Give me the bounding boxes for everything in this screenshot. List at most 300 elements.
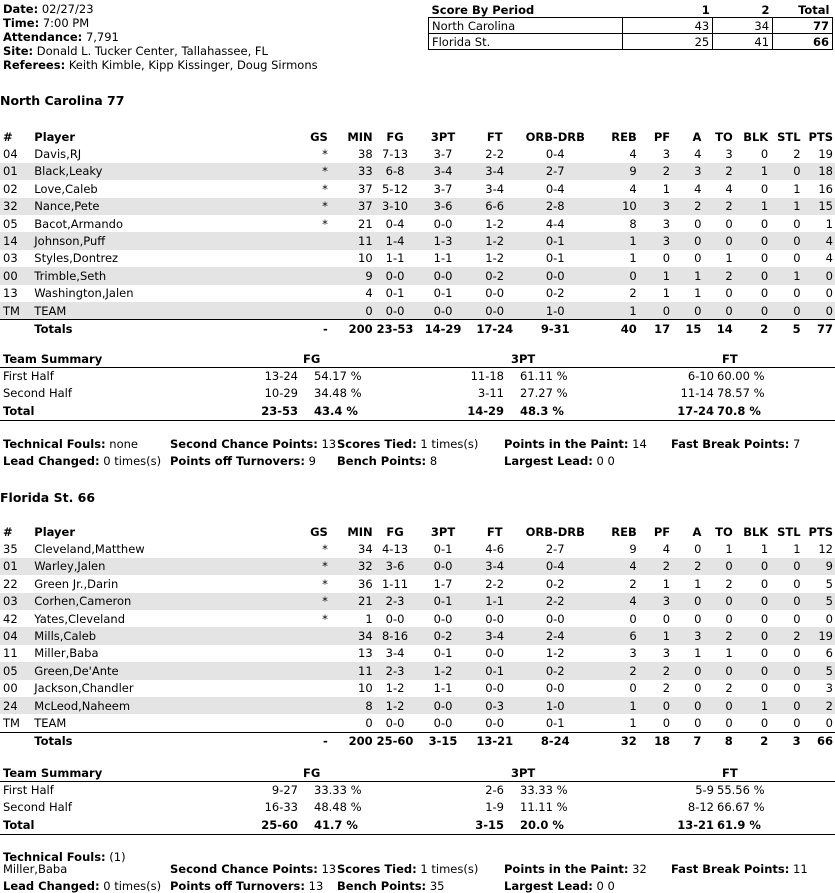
- player-cell: 1-2: [415, 662, 470, 679]
- player-cell: 0-0: [433, 715, 453, 730]
- second-chance-points: Second Chance Points: 13: [170, 862, 337, 876]
- column-header: MIN: [347, 129, 373, 144]
- column-header: REB: [611, 524, 637, 539]
- player-cell: 0: [760, 251, 769, 266]
- player-cell: 3-10: [375, 198, 416, 215]
- player-cell: 0: [694, 611, 702, 626]
- player-cell: 0: [662, 715, 671, 730]
- player-cell: Mills,Caleb: [30, 627, 288, 644]
- summary-percent: 55.56 %: [717, 783, 765, 797]
- technical-fouls: Technical Fouls: none: [3, 437, 138, 451]
- player-cell: 1-2: [385, 681, 405, 696]
- player-cell: 0-0: [485, 681, 505, 696]
- team-summary-row: [0, 800, 835, 817]
- player-cell: 0: [793, 715, 801, 730]
- totals-cell: 66: [803, 732, 835, 750]
- points-in-paint: Points in the Paint: 14: [504, 437, 647, 451]
- player-cell: 2: [703, 627, 734, 644]
- player-cell: 2: [725, 576, 733, 591]
- technical-fouls-player: Miller,Baba: [3, 862, 68, 876]
- player-cell: 1: [365, 611, 373, 626]
- player-cell: 00: [3, 681, 18, 696]
- player-cell: 0: [793, 286, 801, 301]
- player-cell: 0-0: [415, 697, 470, 714]
- player-cell: 8-16: [375, 627, 416, 644]
- column-header: #: [3, 524, 13, 539]
- totals-cell: 2: [735, 732, 770, 750]
- player-cell: 2-2: [519, 593, 592, 610]
- totals-cell: 17-24: [471, 320, 519, 338]
- player-cell: 0-0: [545, 611, 565, 626]
- player-cell: 00: [0, 267, 30, 284]
- player-cell: 35: [3, 542, 18, 557]
- totals-cell: 23-53: [375, 320, 416, 338]
- player-cell: 0-0: [485, 611, 505, 626]
- summary-percent: 78.57 %: [717, 386, 765, 401]
- player-cell: 2: [629, 286, 637, 301]
- player-cell: 0: [365, 715, 373, 730]
- column-header: STL: [777, 524, 801, 539]
- player-cell: 3-4: [385, 646, 405, 661]
- summary-percent: 66.67 %: [717, 800, 765, 815]
- player-cell: 11: [3, 646, 18, 661]
- totals-cell: 200: [330, 320, 375, 338]
- player-cell: 0-4: [545, 181, 565, 196]
- totals-cell: 40: [592, 320, 639, 338]
- player-cell: 1: [770, 267, 802, 284]
- player-cell: 32: [0, 198, 30, 215]
- player-cell: 0: [760, 181, 769, 196]
- column-header: #: [3, 129, 13, 144]
- totals-cell: 8: [703, 732, 734, 750]
- player-cell: 0-1: [385, 286, 405, 301]
- player-cell: 0: [735, 558, 770, 575]
- player-cell: 2-7: [545, 542, 565, 557]
- player-cell: 0: [735, 593, 770, 610]
- box-score-header-row: [0, 523, 835, 540]
- player-cell: 4-13: [381, 542, 409, 557]
- player-cell: 1-2: [545, 646, 565, 661]
- largest-lead: Largest Lead: 0 0: [504, 879, 615, 893]
- player-cell: 1: [735, 163, 770, 180]
- team-summary-total-row: [0, 818, 835, 835]
- player-cell: 0-0: [485, 646, 505, 661]
- summary-made-attempted: 25-60: [261, 817, 298, 832]
- summary-made-attempted: 10-29: [264, 386, 298, 401]
- player-cell: 1-1: [433, 251, 453, 266]
- player-cell: 1-0: [519, 697, 592, 714]
- player-cell: 0: [760, 646, 769, 661]
- team-summary-header-cell: FG: [303, 352, 321, 366]
- player-cell: 0-0: [385, 715, 405, 730]
- summary-percent: 48.48 %: [314, 800, 362, 815]
- summary-percent: 34.48 %: [314, 386, 362, 401]
- player-cell: 6: [592, 627, 639, 644]
- column-header: REB: [611, 129, 637, 144]
- player-cell: Green Jr.,Darin: [34, 576, 119, 591]
- summary-made-attempted: 6-10: [687, 369, 714, 383]
- player-cell: 0: [629, 681, 637, 696]
- score-p1: 43: [623, 18, 713, 34]
- player-cell: 1-0: [519, 302, 592, 320]
- player-cell: 0: [760, 286, 769, 301]
- player-cell: 0-3: [471, 697, 519, 714]
- fast-break-points: Fast Break Points: 11: [671, 862, 808, 876]
- player-cell: 1: [760, 542, 769, 557]
- player-cell: 38: [358, 147, 373, 162]
- summary-made-attempted: 16-33: [264, 800, 298, 815]
- player-cell: 0: [760, 576, 769, 591]
- player-cell: 10: [592, 198, 639, 215]
- totals-cell: 14: [703, 320, 734, 338]
- player-row: [0, 302, 835, 320]
- player-cell: 21: [358, 216, 373, 231]
- totals-cell: [0, 732, 30, 750]
- player-row: [0, 610, 835, 627]
- player-cell: 0: [672, 697, 703, 714]
- period-1-header: 1: [701, 2, 710, 17]
- player-cell: 0-2: [415, 627, 470, 644]
- summary-percent: 61.9 %: [717, 817, 761, 832]
- player-cell: 18: [803, 163, 835, 180]
- player-cell: 1: [694, 646, 702, 661]
- second-chance-points: Second Chance Points: 13: [170, 437, 337, 451]
- player-cell: 02: [3, 181, 18, 196]
- player-cell: 9: [629, 542, 637, 557]
- column-header: FG: [386, 129, 404, 144]
- player-cell: 0: [639, 697, 672, 714]
- game-site: Site: Donald L. Tucker Center, Tallahassee, FL: [3, 44, 268, 58]
- player-cell: Love,Caleb: [34, 181, 98, 196]
- player-cell: 0-2: [471, 267, 519, 284]
- totals-cell: Totals: [30, 320, 288, 338]
- player-cell: 4: [592, 593, 639, 610]
- player-cell: 3: [629, 646, 637, 661]
- summary-made-attempted: 5-9: [695, 783, 714, 797]
- column-header: BLK: [743, 524, 769, 539]
- player-cell: 33: [330, 163, 375, 180]
- summary-percent: 41.7 %: [314, 817, 358, 832]
- player-cell: [288, 680, 330, 697]
- player-cell: 0: [770, 558, 802, 575]
- column-header: Player: [34, 524, 76, 539]
- player-cell: 0-0: [519, 267, 592, 284]
- player-cell: 1: [662, 576, 671, 591]
- player-cell: 0: [825, 286, 833, 301]
- score-by-period-header: [429, 2, 833, 18]
- player-row: [0, 145, 835, 162]
- player-cell: 0-0: [433, 611, 453, 626]
- player-cell: 3-7: [433, 147, 453, 162]
- summary-made-attempted: 13-21: [677, 817, 714, 832]
- player-cell: 0-1: [471, 662, 519, 679]
- player-cell: Jackson,Chandler: [34, 681, 134, 696]
- player-cell: 0-1: [415, 593, 470, 610]
- player-cell: 0-0: [485, 286, 505, 301]
- player-cell: 37: [358, 181, 373, 196]
- summary-percent: 61.11 %: [520, 369, 568, 383]
- player-cell: [288, 645, 330, 662]
- player-cell: 2-2: [485, 147, 505, 162]
- player-cell: 2: [672, 558, 703, 575]
- totals-cell: 77: [803, 320, 835, 338]
- player-cell: 9: [803, 558, 835, 575]
- totals-cell: 2: [735, 320, 770, 338]
- player-cell: 4: [629, 181, 637, 196]
- player-cell: 4: [803, 232, 835, 249]
- points-in-paint: Points in the Paint: 32: [504, 862, 647, 876]
- player-cell: 1: [735, 697, 770, 714]
- summary-divider: [0, 781, 835, 782]
- player-cell: 2: [703, 163, 734, 180]
- totals-row: [0, 320, 835, 338]
- player-row: [0, 285, 835, 302]
- player-cell: *: [288, 593, 330, 610]
- player-cell: 1: [672, 267, 703, 284]
- player-cell: *: [288, 558, 330, 575]
- team-summary-header-cell: Team Summary: [3, 352, 103, 366]
- box-score-header-row: [0, 128, 835, 145]
- player-cell: 3-6: [415, 198, 470, 215]
- player-cell: 9: [592, 163, 639, 180]
- box-score-table: [0, 128, 835, 338]
- player-cell: 10: [358, 251, 373, 266]
- fast-break-points: Fast Break Points: 7: [671, 437, 801, 451]
- player-cell: [288, 662, 330, 679]
- totals-cell: 8-24: [519, 732, 592, 750]
- player-cell: 0: [672, 662, 703, 679]
- player-cell: 4: [592, 558, 639, 575]
- player-cell: *: [322, 576, 328, 591]
- player-cell: 3: [662, 147, 671, 162]
- player-cell: 2-3: [375, 593, 416, 610]
- player-cell: 2-2: [485, 576, 505, 591]
- player-row: [0, 593, 835, 610]
- player-cell: 3: [662, 646, 671, 661]
- player-cell: 0: [725, 216, 733, 231]
- player-cell: 0-0: [415, 302, 470, 320]
- player-row: [0, 558, 835, 575]
- player-cell: 0: [735, 302, 770, 320]
- player-cell: 42: [3, 611, 18, 626]
- player-cell: 3: [639, 232, 672, 249]
- player-cell: 2: [725, 681, 733, 696]
- player-row: [0, 180, 835, 197]
- player-cell: [288, 627, 330, 644]
- player-cell: 2: [639, 163, 672, 180]
- player-cell: Cleveland,Matthew: [34, 542, 145, 557]
- player-cell: 0: [330, 302, 375, 320]
- player-cell: 0-1: [433, 542, 453, 557]
- team-summary-header-cell: FT: [722, 352, 738, 366]
- totals-cell: 18: [639, 732, 672, 750]
- summary-label: First Half: [3, 369, 54, 383]
- scores-tied: Scores Tied: 1 times(s): [337, 862, 479, 876]
- player-cell: 12: [818, 542, 833, 557]
- player-cell: 0-0: [375, 267, 416, 284]
- totals-row: [0, 732, 835, 750]
- player-cell: 13: [3, 286, 18, 301]
- player-cell: 2: [639, 662, 672, 679]
- player-cell: 1: [592, 232, 639, 249]
- team-summary-header-cell: FT: [722, 766, 738, 780]
- column-header: A: [692, 524, 702, 539]
- column-header: Player: [34, 129, 76, 144]
- column-header: ORB-DRB: [525, 129, 585, 144]
- score-total: 77: [773, 18, 833, 34]
- player-cell: 1-7: [433, 576, 453, 591]
- column-header: BLK: [743, 129, 769, 144]
- player-cell: 1-2: [375, 697, 416, 714]
- player-cell: 2: [629, 576, 637, 591]
- player-cell: 2: [672, 198, 703, 215]
- player-cell: 1: [662, 181, 671, 196]
- summary-divider: [0, 367, 835, 368]
- score-p1: 25: [623, 34, 713, 50]
- team-summary-row: [0, 783, 835, 800]
- player-cell: 24: [0, 697, 30, 714]
- player-cell: 19: [818, 147, 833, 162]
- player-cell: 1: [592, 697, 639, 714]
- score-total: 66: [773, 34, 833, 50]
- summary-made-attempted: 1-9: [485, 800, 504, 815]
- team-summary-row: [0, 386, 835, 403]
- summary-made-attempted: 9-27: [271, 783, 298, 797]
- summary-made-attempted: 17-24: [677, 403, 714, 418]
- player-cell: 2-4: [519, 627, 592, 644]
- player-cell: 2: [703, 198, 734, 215]
- player-cell: 0-1: [545, 715, 565, 730]
- team-summary-header-cell: FG: [303, 766, 321, 780]
- summary-label: First Half: [3, 783, 54, 797]
- player-cell: 2: [793, 147, 801, 162]
- summary-percent: 27.27 %: [520, 386, 568, 401]
- player-cell: 03: [3, 251, 18, 266]
- score-row-florida-st: [429, 34, 833, 50]
- player-cell: 10: [358, 681, 373, 696]
- score-by-period-table: [428, 2, 833, 50]
- player-cell: 0: [662, 611, 671, 626]
- player-cell: 0-4: [385, 216, 405, 231]
- player-cell: 0-0: [415, 267, 470, 284]
- column-header: FT: [486, 129, 503, 144]
- totals-cell: -: [288, 732, 330, 750]
- totals-cell: 17: [639, 320, 672, 338]
- player-cell: 05: [3, 216, 18, 231]
- summary-label: Total: [3, 403, 35, 418]
- summary-made-attempted: 14-29: [467, 403, 504, 418]
- player-cell: 4: [629, 147, 637, 162]
- player-cell: 4: [365, 286, 373, 301]
- player-cell: 0: [793, 611, 801, 626]
- column-header: PTS: [808, 524, 833, 539]
- player-cell: 1: [662, 286, 671, 301]
- player-cell: 0: [703, 232, 734, 249]
- player-cell: 04: [3, 147, 18, 162]
- player-cell: Warley,Jalen: [30, 558, 288, 575]
- player-cell: 0: [725, 611, 733, 626]
- lead-changed: Lead Changed: 0 times(s): [3, 879, 162, 893]
- player-cell: 22: [3, 576, 18, 591]
- summary-made-attempted: 11-18: [470, 369, 504, 383]
- summary-percent: 43.4 %: [314, 403, 358, 418]
- summary-made-attempted: 3-15: [475, 817, 504, 832]
- column-header: FT: [486, 524, 503, 539]
- player-cell: 0: [592, 267, 639, 284]
- player-cell: 3-4: [415, 163, 470, 180]
- player-cell: 0: [672, 302, 703, 320]
- totals-cell: -: [288, 320, 330, 338]
- summary-percent: 54.17 %: [314, 369, 362, 383]
- lead-changed: Lead Changed: 0 times(s): [3, 454, 162, 468]
- player-cell: 0: [760, 715, 769, 730]
- points-off-turnovers: Points off Turnovers: 13: [170, 879, 324, 893]
- player-cell: 34: [330, 627, 375, 644]
- player-cell: 4-4: [545, 216, 565, 231]
- summary-made-attempted: 11-14: [680, 386, 714, 401]
- player-cell: 32: [330, 558, 375, 575]
- summary-label: Total: [3, 817, 35, 832]
- player-cell: 0: [672, 593, 703, 610]
- column-header: GS: [310, 129, 328, 144]
- player-cell: 13: [358, 646, 373, 661]
- player-cell: 0: [694, 216, 702, 231]
- player-row: [0, 714, 835, 732]
- player-cell: [288, 232, 330, 249]
- player-cell: 0: [770, 232, 802, 249]
- player-cell: 0: [770, 163, 802, 180]
- game-attendance: Attendance: 7,791: [3, 30, 119, 44]
- player-cell: 15: [803, 198, 835, 215]
- player-cell: 4-6: [485, 542, 505, 557]
- player-cell: 3-7: [433, 181, 453, 196]
- column-header: STL: [777, 129, 801, 144]
- player-cell: 0: [770, 302, 802, 320]
- player-cell: 1: [694, 286, 702, 301]
- player-cell: 0: [770, 662, 802, 679]
- totals-cell: [0, 320, 30, 338]
- player-cell: 0: [735, 627, 770, 644]
- player-cell: 0: [760, 681, 769, 696]
- player-cell: 3-4: [471, 163, 519, 180]
- player-cell: TEAM: [34, 715, 67, 730]
- player-cell: 6-8: [375, 163, 416, 180]
- score-p2: 41: [713, 34, 773, 50]
- column-header: 3PT: [430, 524, 456, 539]
- player-cell: Styles,Dontrez: [34, 251, 119, 266]
- player-cell: [288, 697, 330, 714]
- player-cell: 36: [358, 576, 373, 591]
- points-off-turnovers: Points off Turnovers: 9: [170, 454, 316, 468]
- player-cell: 0: [703, 662, 734, 679]
- player-cell: 0: [694, 251, 702, 266]
- player-cell: 04: [0, 627, 30, 644]
- player-row: [0, 267, 835, 284]
- bench-points: Bench Points: 8: [337, 454, 438, 468]
- player-cell: 0: [760, 147, 769, 162]
- player-cell: 2-7: [519, 163, 592, 180]
- player-cell: 05: [0, 662, 30, 679]
- box-score-table: [0, 523, 835, 750]
- player-cell: 0: [725, 715, 733, 730]
- total-header: Total: [798, 2, 830, 17]
- player-cell: 0: [703, 697, 734, 714]
- column-header: A: [692, 129, 702, 144]
- player-cell: 4: [725, 181, 733, 196]
- summary-label: Second Half: [3, 800, 72, 815]
- player-cell: 1: [725, 542, 733, 557]
- column-header: TO: [715, 524, 733, 539]
